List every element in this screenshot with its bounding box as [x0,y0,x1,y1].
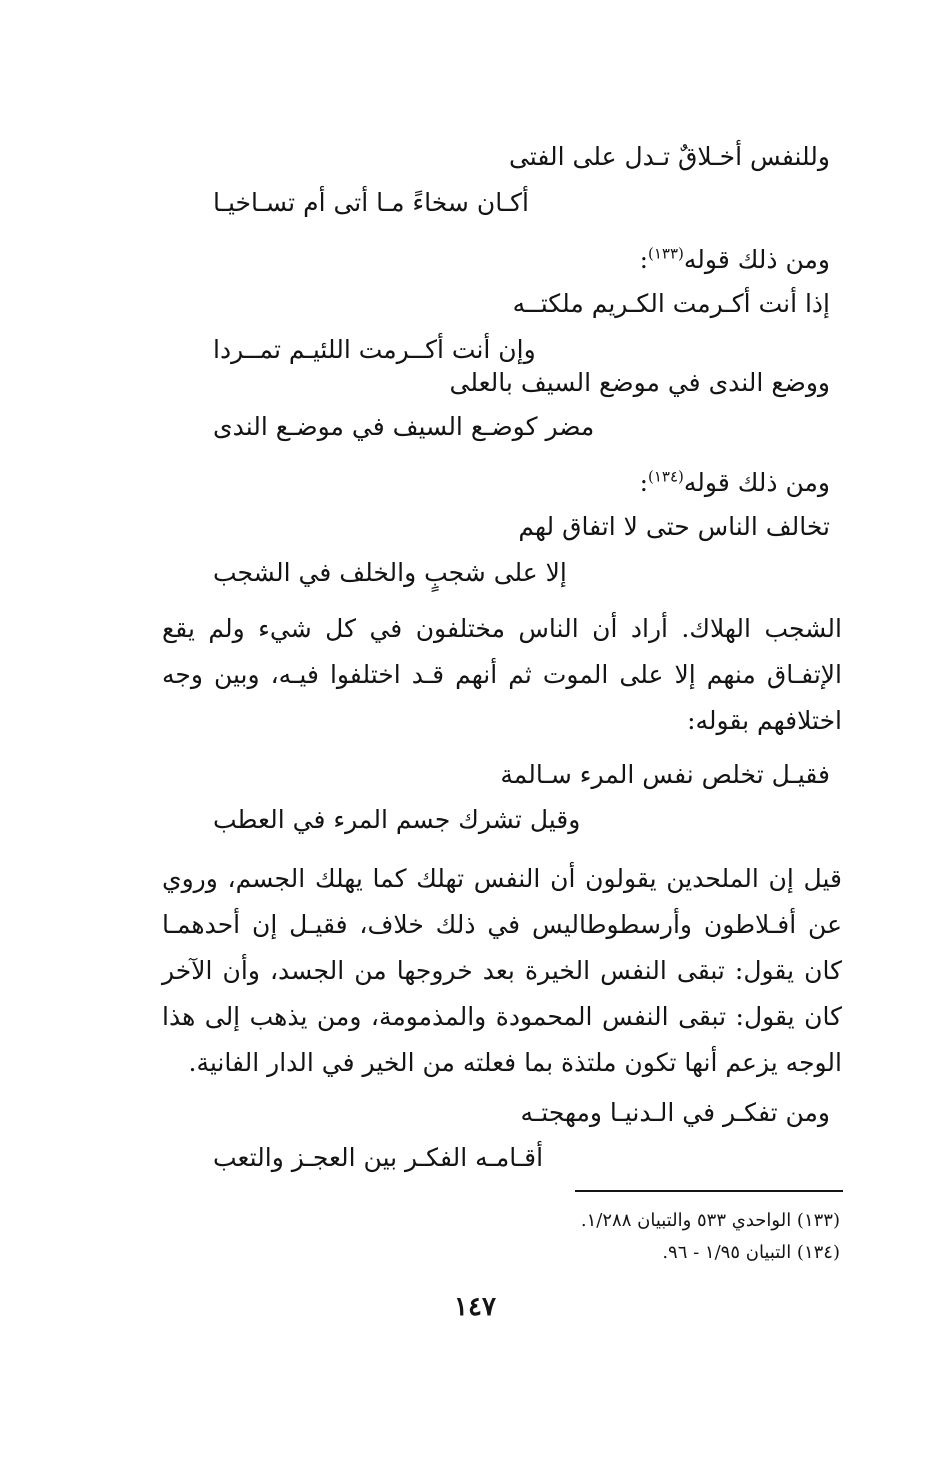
intro-133 [640,243,830,277]
verse-2-hemistich-2: وإن أنت أكــرمت اللئيـم تمــردا [213,335,536,364]
intro-134-text: ومن ذلك قوله [683,468,830,497]
verse-2-hemistich-1: إذا أنت أكـرمت الكـريم ملكتــه [512,289,830,318]
page-number: ١٤٧ [454,1292,496,1322]
verse-3-hemistich-2: مضر كوضـع السيف في موضـع الندى [213,412,595,441]
intro-134-colon: : [639,468,649,497]
verse-3-hemistich-1: ووضع الندى في موضع السيف بالعلى [449,368,830,397]
intro-133-colon: : [639,245,649,274]
verse-6-hemistich-2: أقـامـه الفكـر بين العجـز والتعب [213,1143,544,1172]
verse-5-hemistich-1: فقيـل تخلص نفس المرء سـالمة [500,760,830,789]
intro-133-text: ومن ذلك قوله [683,245,830,274]
intro-134 [640,466,830,500]
verse-6-hemistich-1: ومن تفكـر في الـدنيـا ومهجتـه [520,1098,830,1127]
footnote-ref-134: (١٣٤) [648,467,684,486]
verse-1-hemistich-2: أكـان سخاءً مـا أتى أم تسـاخيـا [213,188,529,217]
verse-4-hemistich-1: تخالف الناس حتى لا اتفاق لهم [518,512,830,541]
verse-1-hemistich-1: وللنفس أخـلاقٌ تـدل على الفتى [508,142,830,171]
paragraph-2: قيل إن الملحدين يقولون أن النفس تهلك كما يهلك الجسم، وروي عن أفـلاطون وأرسطوطاليس في ذلك خلاف، فقيـل إن أحدهمـا كان يقول: تبقى النفس الخيرة بعد خروجها من الجسد، وأن الآخر كان يقول: تبقى النفس المحمودة والمذمومة، ومن يذهب إلى هذا الوجه يزعم أنها تكون ملتذة بما فعلته من الخير في الدار الفانية. [162,864,842,1077]
verse-4-hemistich-2: إلا على شجبٍ والخلف في الشجب [213,558,567,587]
footnote-133: (١٣٣) الواحدي ٥٣٣ والتبيان ١/٢٨٨. [580,1210,840,1231]
footnote-134: (١٣٤) التبيان ١/٩٥ - ٩٦. [662,1242,840,1263]
footnote-ref-133: (١٣٣) [648,244,684,263]
footnote-separator [575,1190,843,1192]
verse-5-hemistich-2: وقيل تشرك جسم المرء في العطب [213,805,581,834]
paragraph-1: الشجب الهلاك. أراد أن الناس مختلفون في كل شيء ولم يقع الإتفـاق منهم إلا على الموت ثم أنهم قـد اختلفوا فيـه، وبين وجه اختلافهم بقوله: [162,614,842,735]
